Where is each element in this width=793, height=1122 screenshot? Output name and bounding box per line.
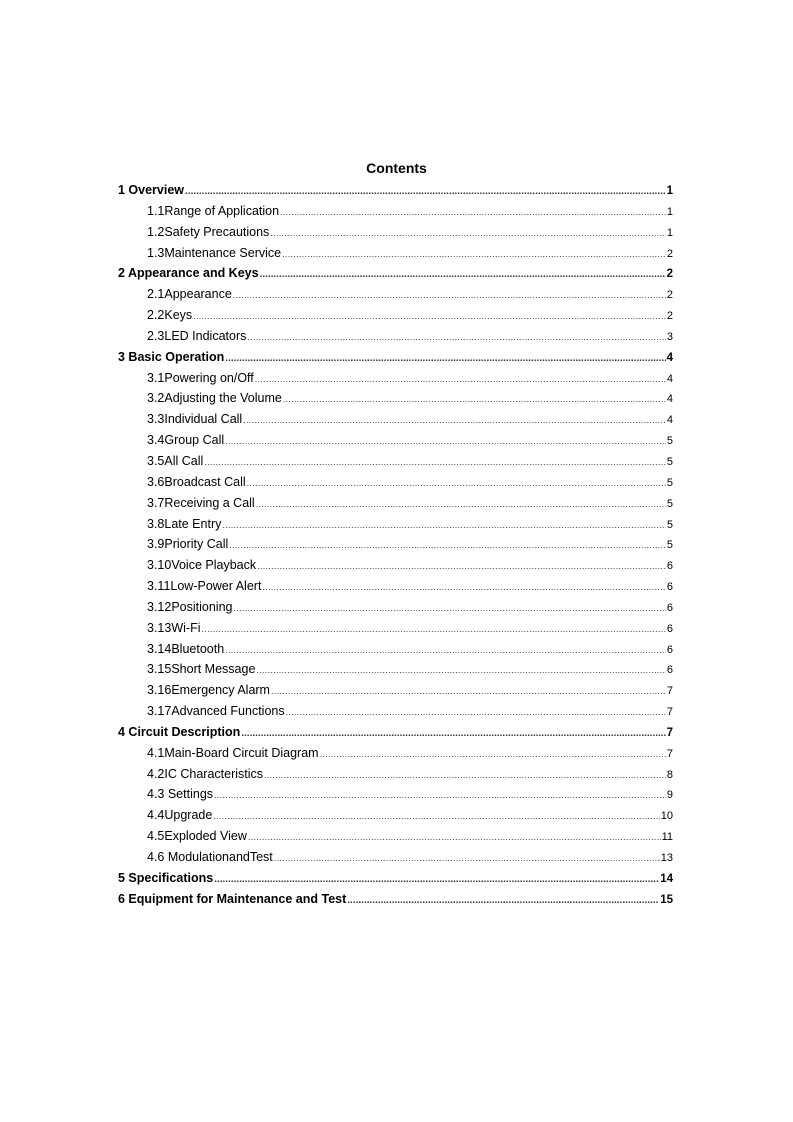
toc-page-number: 1: [666, 185, 673, 197]
toc-entry-label: 2.2Keys: [147, 308, 193, 323]
toc-section-entry[interactable]: [118, 514, 673, 535]
toc-entry-label: 4.6 ModulationandTest: [147, 850, 273, 864]
toc-entry-label: 6 Equipment for Maintenance and Test: [118, 891, 347, 906]
toc-page-number: 5: [666, 539, 673, 552]
toc-entry-label: 3.7Receiving a Call: [147, 495, 255, 510]
toc-entry-label: 4.1Main-Board Circuit Diagram: [147, 745, 319, 760]
toc-page-number: 2: [666, 268, 673, 281]
toc-entry-label: 4 Circuit Description: [118, 724, 241, 739]
toc-entry-label: 4.5Exploded View: [147, 829, 247, 844]
toc-page-number: 2: [666, 247, 673, 260]
toc-chapter-entry[interactable]: [118, 868, 673, 889]
toc-entry-label: 3.12Positioning: [147, 599, 233, 614]
toc-page-number: 4: [666, 372, 673, 385]
toc-entry-label: 5 Specifications: [118, 870, 214, 885]
toc-page-number: 4: [666, 351, 673, 364]
toc-entry-label: 4.3 Settings: [147, 787, 214, 802]
toc-entry-label: 2 Appearance and Keys: [118, 266, 259, 281]
toc-dot-leader: [347, 891, 659, 912]
toc-section-entry[interactable]: [118, 222, 673, 243]
toc-section-entry[interactable]: [118, 743, 673, 764]
toc-dot-leader: [282, 244, 666, 265]
toc-dot-leader: [233, 285, 666, 306]
toc-section-entry[interactable]: [118, 826, 673, 847]
toc-section-entry[interactable]: [118, 451, 673, 472]
toc-page-number: 1: [666, 205, 673, 218]
toc-section-entry[interactable]: [118, 701, 673, 722]
toc-entry-label: 3.14Bluetooth: [147, 641, 225, 656]
toc-entry-label: 3.1Powering on/Off: [147, 370, 254, 385]
toc-section-entry[interactable]: [118, 388, 673, 409]
toc-section-entry[interactable]: [118, 618, 673, 639]
toc-section-entry[interactable]: [118, 576, 673, 597]
toc-dot-leader: [264, 765, 666, 786]
toc-entry-label: 3.6Broadcast Call: [147, 474, 246, 489]
toc-dot-leader: [248, 827, 661, 848]
toc-page-number: 15: [660, 893, 673, 906]
toc-page-number: 7: [666, 685, 673, 698]
toc-entry-label: 3.16Emergency Alarm: [147, 683, 270, 698]
toc-entry-label: 4.2IC Characteristics: [147, 766, 264, 781]
toc-dot-leader: [193, 306, 666, 327]
toc-dot-leader: [225, 640, 666, 661]
toc-dot-leader: [320, 744, 666, 765]
toc-page-number: 7: [666, 726, 673, 739]
toc-section-entry[interactable]: [118, 243, 673, 264]
toc-section-entry[interactable]: [118, 368, 673, 389]
toc-page-number: 8: [666, 768, 673, 781]
toc-section-entry[interactable]: [118, 201, 673, 222]
toc-dot-leader: [214, 785, 666, 806]
toc-dot-leader: [204, 452, 666, 473]
toc-section-entry[interactable]: [118, 805, 673, 826]
toc-page-number: 4: [666, 393, 673, 406]
toc-dot-leader: [247, 473, 666, 494]
toc-entry-label: 3.15Short Message: [147, 662, 256, 677]
toc-entry-label: 2.1Appearance: [147, 287, 232, 302]
toc-page-number: 10: [660, 810, 673, 823]
toc-page-number: 5: [666, 455, 673, 468]
toc-page-number: 6: [666, 581, 673, 594]
toc-section-entry[interactable]: [118, 472, 673, 493]
toc-page-number: 9: [666, 789, 673, 802]
toc-title: Contents: [366, 160, 427, 176]
table-of-contents: [118, 180, 673, 910]
toc-entry-label: 3.17Advanced Functions: [147, 704, 285, 719]
toc-section-entry[interactable]: [118, 680, 673, 701]
toc-chapter-entry[interactable]: [118, 889, 673, 910]
toc-section-entry[interactable]: [118, 284, 673, 305]
toc-dot-leader: [260, 265, 666, 286]
toc-dot-leader: [280, 202, 666, 223]
toc-page-number: 1: [666, 226, 673, 239]
toc-page-number: 2: [666, 289, 673, 302]
toc-dot-leader: [257, 556, 666, 577]
toc-dot-leader: [222, 515, 666, 536]
toc-page-number: 3: [666, 330, 673, 343]
toc-dot-leader: [229, 535, 666, 556]
toc-page-number: 4: [666, 414, 673, 427]
toc-dot-leader: [225, 349, 665, 370]
toc-entry-label: 3 Basic Operation: [118, 349, 225, 364]
toc-dot-leader: [213, 806, 659, 827]
toc-section-entry[interactable]: [118, 493, 673, 514]
toc-dot-leader: [283, 389, 666, 410]
toc-section-entry[interactable]: [118, 597, 673, 618]
toc-entry-label: 3.4Group Call: [147, 433, 225, 448]
toc-entry-label: 1.1Range of Application: [147, 203, 280, 218]
toc-dot-leader: [185, 182, 666, 203]
toc-page-number: 14: [660, 872, 673, 885]
toc-dot-leader: [274, 848, 660, 869]
toc-entry-label: 3.2Adjusting the Volume: [147, 391, 282, 406]
toc-dot-leader: [233, 598, 665, 619]
toc-dot-leader: [270, 223, 666, 244]
toc-section-entry[interactable]: [118, 764, 673, 785]
toc-page-number: 6: [666, 601, 673, 614]
toc-section-entry[interactable]: [118, 326, 673, 347]
toc-chapter-entry[interactable]: [118, 180, 673, 201]
toc-section-entry[interactable]: [118, 409, 673, 430]
toc-dot-leader: [255, 369, 666, 390]
toc-dot-leader: [241, 724, 665, 745]
toc-page-number: 11: [661, 831, 673, 844]
toc-section-entry[interactable]: [118, 305, 673, 326]
toc-entry-label: 1.3Maintenance Service: [147, 245, 282, 260]
toc-dot-leader: [256, 494, 666, 515]
toc-entry-label: 2.3LED Indicators: [147, 328, 247, 343]
toc-chapter-entry[interactable]: [118, 263, 673, 284]
toc-entry-label: 4.4Upgrade: [147, 808, 213, 823]
toc-page-number: 5: [666, 497, 673, 510]
toc-section-entry[interactable]: [118, 847, 673, 868]
toc-entry-label: 3.5All Call: [147, 453, 204, 468]
toc-page-number: 6: [666, 560, 673, 573]
toc-page-number: 6: [666, 664, 673, 677]
toc-dot-leader: [243, 410, 666, 431]
toc-entry-label: 3.11Low-Power Alert: [147, 579, 262, 594]
toc-chapter-entry[interactable]: [118, 722, 673, 743]
toc-section-entry[interactable]: [118, 534, 673, 555]
toc-dot-leader: [286, 702, 666, 723]
toc-dot-leader: [201, 619, 665, 640]
toc-page-number: 2: [666, 310, 673, 323]
toc-entry-label: 1.2Safety Precautions: [147, 224, 270, 239]
toc-entry-label: 3.3Individual Call: [147, 412, 243, 427]
toc-page-number: 6: [666, 643, 673, 656]
toc-section-entry[interactable]: [118, 659, 673, 680]
toc-section-entry[interactable]: [118, 430, 673, 451]
toc-entry-label: 3.13Wi-Fi: [147, 620, 201, 635]
toc-entry-label: 3.10Voice Playback: [147, 558, 257, 573]
toc-dot-leader: [262, 577, 665, 598]
toc-dot-leader: [214, 870, 659, 891]
toc-dot-leader: [247, 327, 666, 348]
toc-page-number: 7: [666, 747, 673, 760]
toc-section-entry[interactable]: [118, 555, 673, 576]
toc-page-number: 13: [660, 852, 673, 864]
toc-page-number: 5: [666, 518, 673, 531]
toc-dot-leader: [225, 431, 666, 452]
toc-page-number: 6: [666, 622, 673, 635]
toc-entry-label: 3.8Late Entry: [147, 516, 222, 531]
toc-page-number: 7: [666, 706, 673, 719]
toc-page-number: 5: [666, 476, 673, 489]
toc-page-number: 5: [666, 435, 673, 448]
toc-chapter-entry[interactable]: [118, 347, 673, 368]
toc-dot-leader: [256, 660, 665, 681]
toc-section-entry[interactable]: [118, 784, 673, 805]
toc-entry-label: 3.9Priority Call: [147, 537, 229, 552]
toc-entry-label: 1 Overview: [118, 183, 185, 197]
toc-section-entry[interactable]: [118, 639, 673, 660]
toc-dot-leader: [271, 681, 666, 702]
